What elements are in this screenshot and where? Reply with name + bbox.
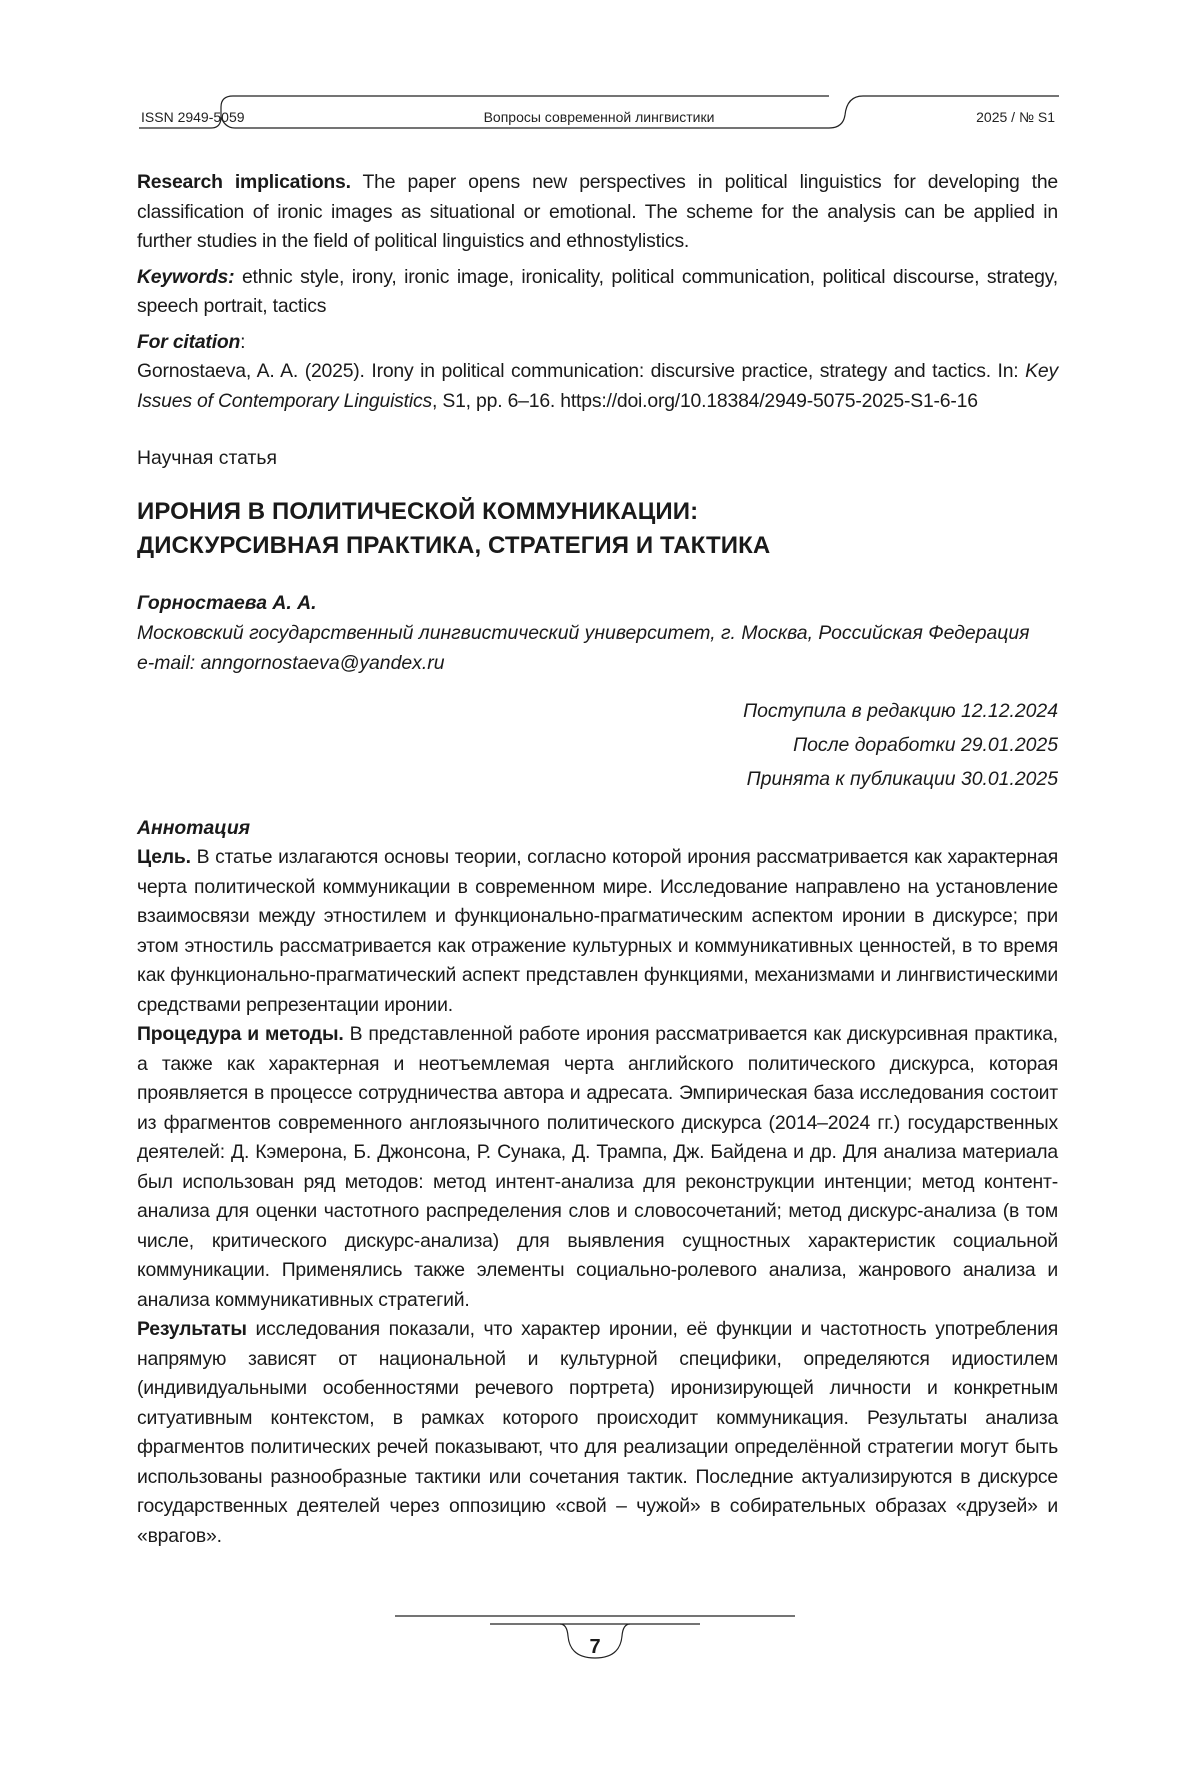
results-label: Результаты — [137, 1318, 247, 1340]
citation-heading — [137, 328, 1058, 358]
date-accepted: Принята к публикации 30.01.2025 — [137, 762, 1058, 796]
implications-text: The paper opens new perspectives in political linguistics for developing the classification of ironic images as situational or emotional. The scheme for the analysis can be applied in further studies in the field of political linguistics and ethnostylistics. — [137, 171, 1058, 252]
keywords-label: Keywords: — [137, 266, 234, 288]
citation-label: For citation — [137, 331, 240, 353]
aim-label: Цель. — [137, 846, 191, 868]
keywords — [137, 263, 1058, 322]
page-number: 7 — [395, 1636, 795, 1659]
journal-name: Вопросы современной лингвистики — [139, 109, 1059, 125]
title-line-2: ДИСКУРСИВНАЯ ПРАКТИКА, СТРАТЕГИЯ И ТАКТИКА — [137, 529, 1058, 563]
abstract-aim — [137, 843, 1058, 1020]
article-title — [137, 495, 1058, 563]
aim-text: В статье излагаются основы теории, согласно которой ирония рассматривается как характерная черта политической коммуникации в современном мире. Исследование направлено на установление взаимосвязи между этностилем и функционально-прагматическим аспектом иронии в дискурсе; при этом этностиль рассматривается как отражение культурных и коммуникативных ценностей, в то время как функционально-прагматический аспект представлен функциями, механизмами и лингвистическими средствами репрезентации иронии. — [137, 846, 1058, 1016]
abstract-results — [137, 1315, 1058, 1551]
keywords-text: ethnic style, irony, ironic image, ironicality, political communication, political discourse, strategy, speech portrait, tactics — [137, 266, 1058, 318]
citation-after: , S1, pp. 6–16. https://doi.org/10.18384/2949-5075-2025-S1-6-16 — [432, 390, 978, 412]
abstract-methods — [137, 1020, 1058, 1315]
citation-text — [137, 357, 1058, 416]
page-content — [137, 168, 1058, 1551]
citation-before: Gornostaeva, A. A. (2025). Irony in political communication: discursive practice, strategy and tactics. In: — [137, 360, 1025, 382]
results-text: исследования показали, что характер иронии, её функции и частотность употребления напрямую зависят от национальной и культурной специфики, определяются идиостилем (индивидуальными особенностями речевого портрета) иронизирующей личности и конкретным ситуативным контекстом, в рамках которого происходит коммуникация. Результаты анализа фрагментов политических речей показывают, что для реализации определённой стратегии могут быть использованы разнообразные тактики или сочетания тактик. Последние актуализируются в дискурсе государственных деятелей через оппозицию «свой – чужой» в собирательных образах «друзей» и «врагов». — [137, 1318, 1058, 1547]
methods-text: В представленной работе ирония рассматривается как дискурсивная практика, а также как характерная и неотъемлемая черта английского политического дискурса, которая проявляется в процессе сотрудничества автора и адресата. Эмпирическая база исследования состоит из фрагментов современного англоязычного политического дискурса (2014–2024 гг.) государственных деятелей: Д. Кэмерона, Б. Джонсона, Р. Сунака, Д. Трампа, Дж. Байдена и др. Для анализа материала был использован ряд методов: метод интент-анализа для реконструкции интенции; метод контент-анализа для оценки частотного распределения слов и словосочетаний; метод дискурс-анализа (в том числе, критического дискурс-анализа) для выявления сущностных характеристик социальной коммуникации. Применялись также элементы социально-ролевого анализа, жанрового анализа и анализа коммуникативных стратегий. — [137, 1023, 1058, 1311]
author-affiliation: Московский государственный лингвистический университет, г. Москва, Российская Федерация — [137, 618, 1058, 648]
article-kind: Научная статья — [137, 444, 1058, 473]
author-email: e-mail: anngornostaeva@yandex.ru — [137, 648, 1058, 678]
methods-label: Процедура и методы. — [137, 1023, 344, 1045]
implications-label: Research implications. — [137, 171, 351, 193]
author-name: Горностаева А. А. — [137, 589, 1058, 618]
issue-number: 2025 / № S1 — [976, 109, 1055, 125]
citation-journal: Key Issues of Contemporary Linguistics — [137, 360, 1058, 412]
title-line-1: ИРОНИЯ В ПОЛИТИЧЕСКОЙ КОММУНИКАЦИИ: — [137, 495, 1058, 529]
running-header — [139, 95, 1059, 140]
abstract-heading: Аннотация — [137, 814, 1058, 843]
issn: ISSN 2949-5059 — [141, 109, 245, 125]
publication-dates — [137, 694, 1058, 796]
research-implications — [137, 168, 1058, 257]
date-received: Поступила в редакцию 12.12.2024 — [137, 694, 1058, 728]
date-revised: После доработки 29.01.2025 — [137, 728, 1058, 762]
page-footer — [395, 1614, 795, 1674]
citation-colon: : — [240, 331, 245, 353]
